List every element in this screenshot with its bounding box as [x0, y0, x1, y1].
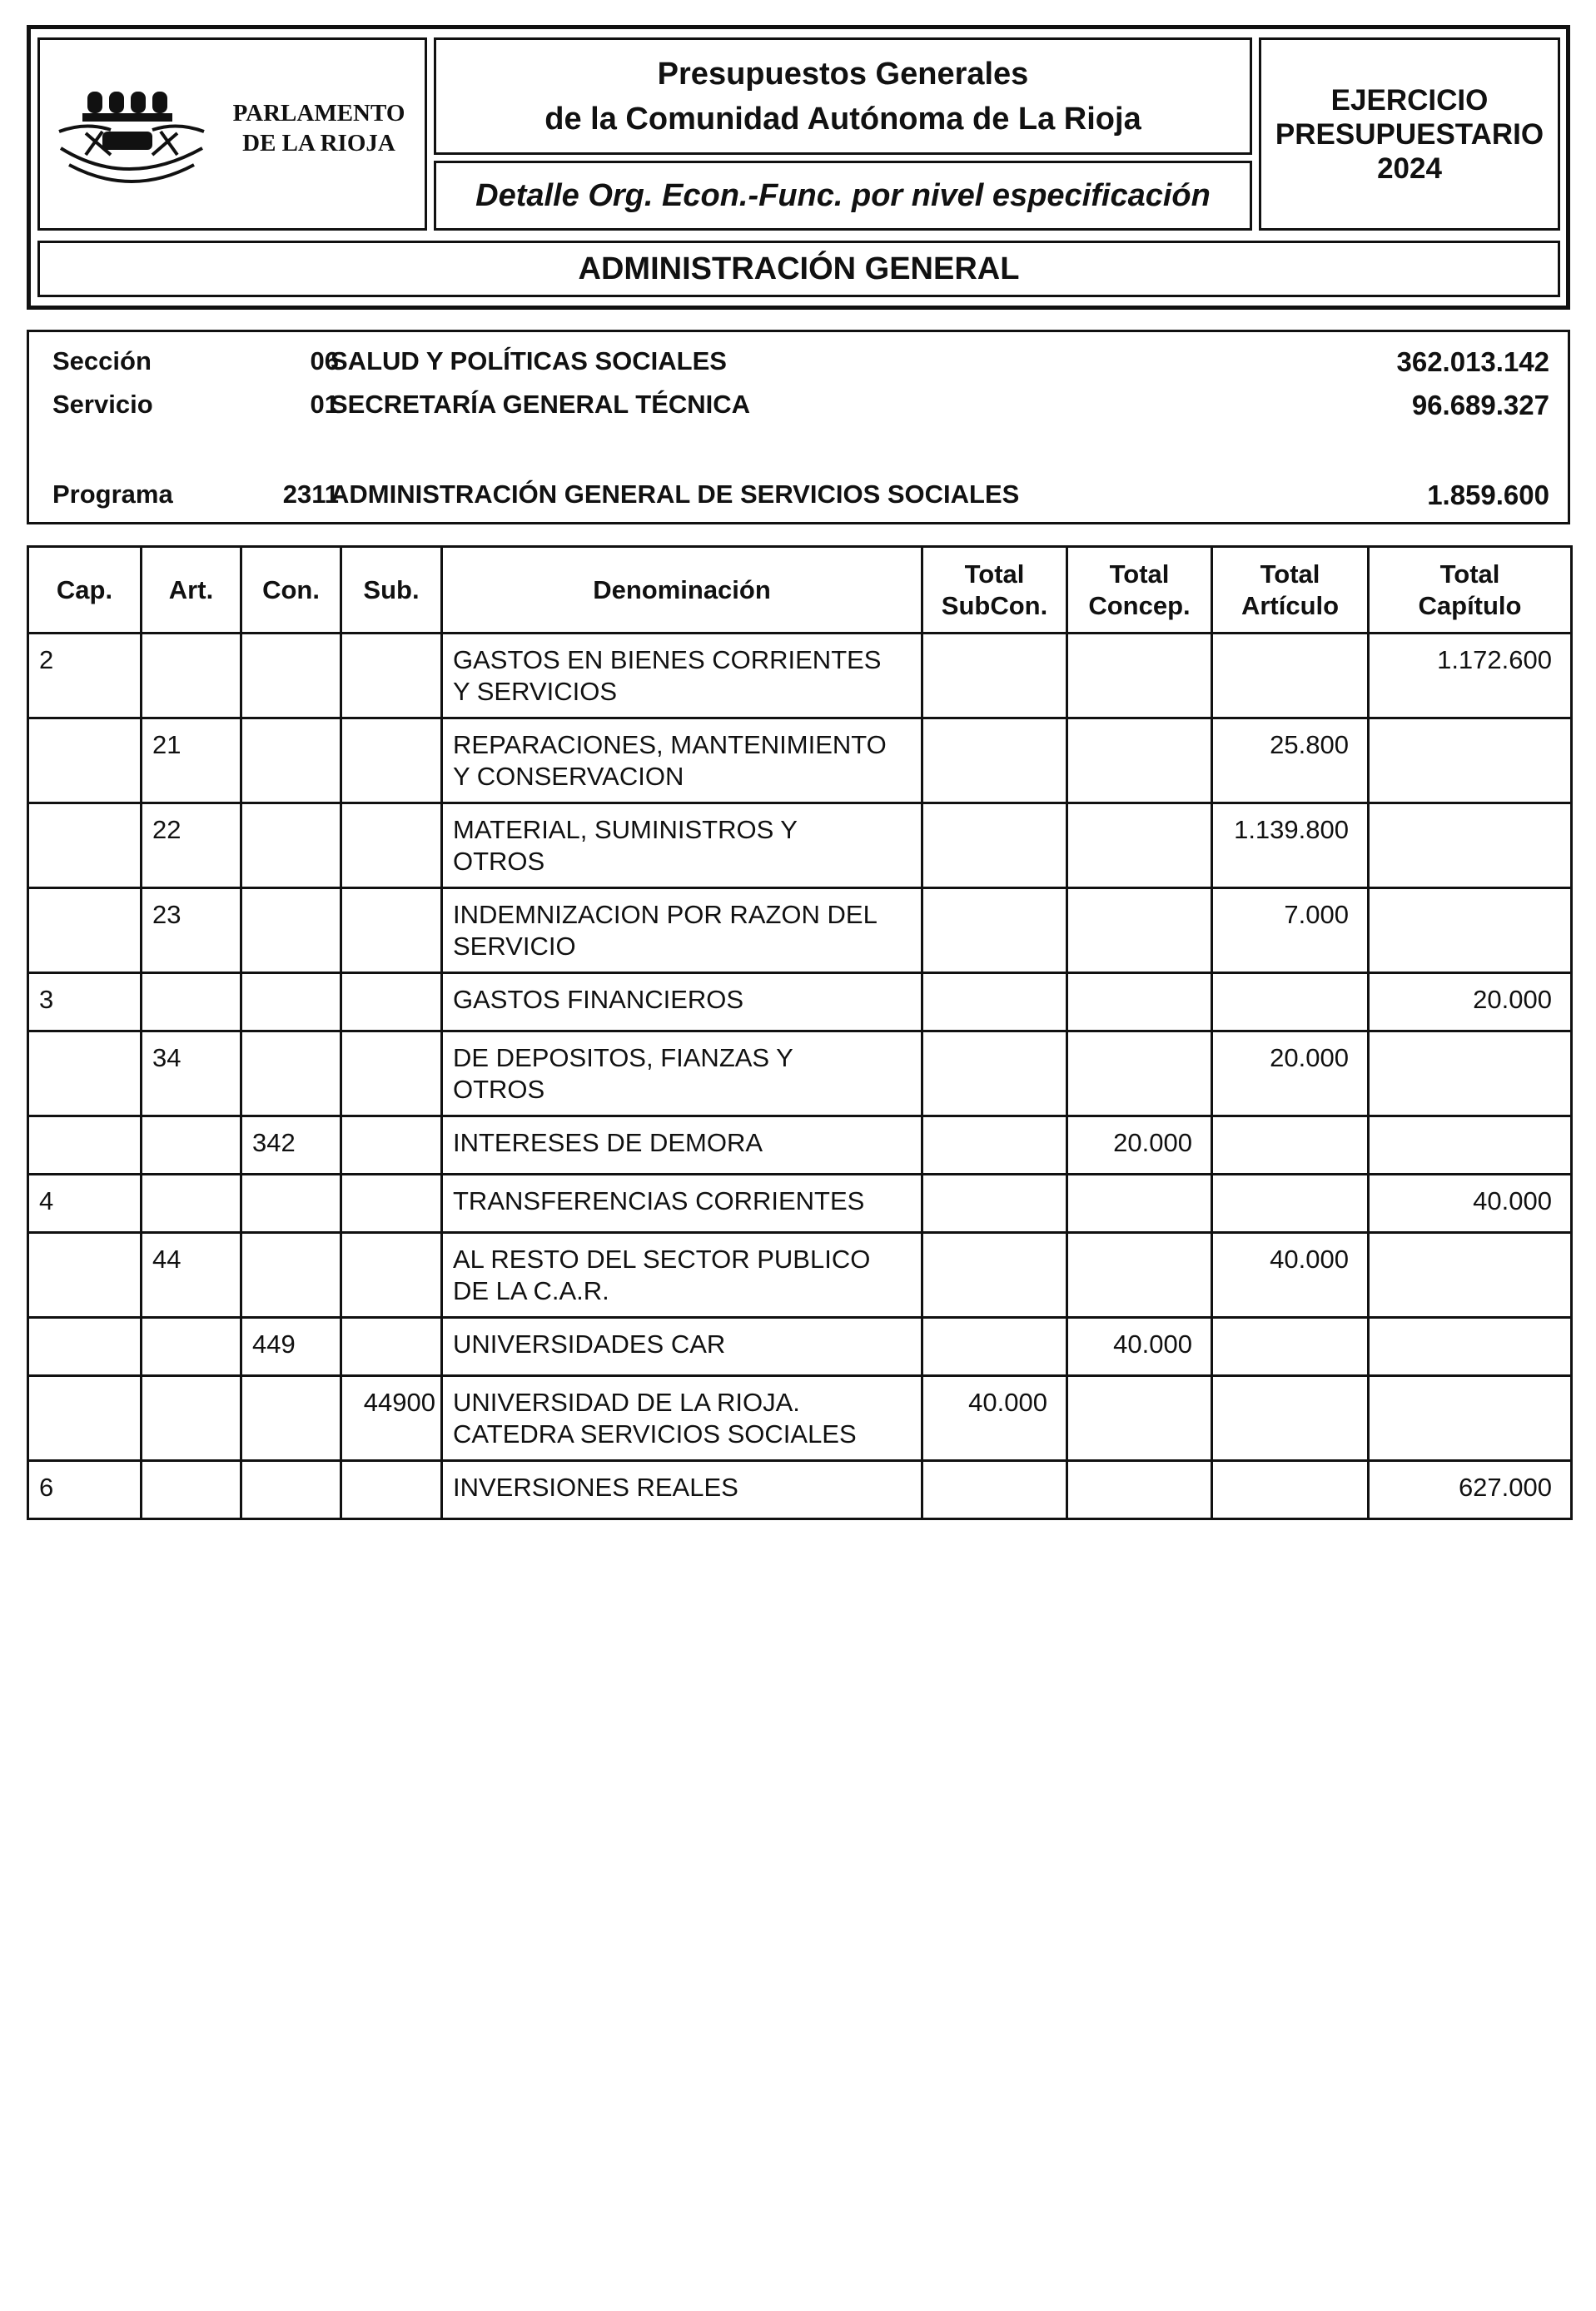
- cell-total-subcon: [922, 1175, 1067, 1233]
- cell-con: [241, 973, 341, 1031]
- cell-con: [241, 1175, 341, 1233]
- table-row: [28, 1461, 1572, 1519]
- cell-total-capitulo: [1369, 718, 1572, 803]
- cell-total-concep: [1067, 634, 1212, 718]
- table-row: [28, 634, 1572, 718]
- cell-denominacion: [442, 1376, 922, 1461]
- cell-denominacion: [442, 888, 922, 973]
- cell-total-subcon: [922, 1318, 1067, 1376]
- cell-total-concep: [1067, 973, 1212, 1031]
- document-title-box: [434, 37, 1252, 155]
- table-row: [28, 1376, 1572, 1461]
- cell-denominacion: [442, 973, 922, 1031]
- cell-art: [142, 1461, 241, 1519]
- cell-total-capitulo: [1369, 1233, 1572, 1318]
- cell-denominacion-line1: INVERSIONES REALES: [453, 1473, 738, 1502]
- table-row: [28, 1318, 1572, 1376]
- cell-denominacion-line1: INTERESES DE DEMORA: [453, 1128, 763, 1157]
- cell-total-articulo: [1212, 1376, 1369, 1461]
- cell-art: [142, 1318, 241, 1376]
- cell-art: 34: [142, 1031, 241, 1116]
- col-header-total-articulo-line2: Artículo: [1241, 590, 1340, 620]
- cell-art: 44: [142, 1233, 241, 1318]
- cell-cap: 4: [28, 1175, 142, 1233]
- cell-total-articulo: 25.800: [1212, 718, 1369, 803]
- cell-total-articulo: 40.000: [1212, 1233, 1369, 1318]
- table-row: [28, 803, 1572, 888]
- cell-denominacion-line1: INDEMNIZACION POR RAZON DEL: [453, 900, 878, 929]
- cell-denominacion: [442, 1116, 922, 1175]
- servicio-amount: 96.689.327: [1411, 390, 1549, 420]
- cell-cap: 2: [28, 634, 142, 718]
- cell-cap: [28, 803, 142, 888]
- cell-cap: [28, 1233, 142, 1318]
- cell-con: 449: [241, 1318, 341, 1376]
- seccion-label: Sección: [52, 346, 152, 375]
- cell-sub: [341, 634, 442, 718]
- programa-row: [29, 480, 1568, 513]
- col-header-art: Art.: [142, 547, 241, 634]
- col-header-total-subcon: [922, 547, 1067, 634]
- cell-art: 23: [142, 888, 241, 973]
- budget-info-block: [27, 330, 1570, 524]
- servicio-name: SECRETARÍA GENERAL TÉCNICA: [331, 390, 751, 419]
- cell-total-capitulo: 1.172.600: [1369, 634, 1572, 718]
- cell-con: [241, 888, 341, 973]
- cell-con: [241, 634, 341, 718]
- cell-denominacion: [442, 1175, 922, 1233]
- cell-denominacion-line2: OTROS: [453, 847, 545, 876]
- cell-denominacion: [442, 1318, 922, 1376]
- cell-sub: [341, 1318, 442, 1376]
- col-header-total-subcon-line1: Total: [964, 559, 1025, 589]
- cell-total-concep: 40.000: [1067, 1318, 1212, 1376]
- cell-sub: [341, 803, 442, 888]
- cell-total-concep: [1067, 1233, 1212, 1318]
- cell-total-concep: [1067, 888, 1212, 973]
- cell-cap: [28, 1116, 142, 1175]
- cell-sub: [341, 1116, 442, 1175]
- cell-denominacion-line1: GASTOS FINANCIEROS: [453, 985, 744, 1014]
- cell-denominacion-line1: MATERIAL, SUMINISTROS Y: [453, 815, 798, 844]
- parliament-name-line2: DE LA RIOJA: [242, 130, 395, 157]
- parliament-emblem-icon: [52, 82, 211, 198]
- col-header-total-articulo: [1212, 547, 1369, 634]
- cell-total-articulo: [1212, 1461, 1369, 1519]
- col-header-con: Con.: [241, 547, 341, 634]
- table-row: [28, 1175, 1572, 1233]
- col-header-total-articulo-line1: Total: [1260, 559, 1320, 589]
- cell-denominacion: [442, 634, 922, 718]
- cell-denominacion: [442, 803, 922, 888]
- cell-total-subcon: [922, 1116, 1067, 1175]
- cell-total-subcon: [922, 803, 1067, 888]
- cell-denominacion: [442, 718, 922, 803]
- cell-total-subcon: [922, 1233, 1067, 1318]
- cell-sub: [341, 973, 442, 1031]
- cell-con: [241, 1233, 341, 1318]
- col-header-total-capitulo: [1369, 547, 1572, 634]
- cell-cap: 3: [28, 973, 142, 1031]
- cell-sub: [341, 1175, 442, 1233]
- servicio-row: [29, 390, 1568, 423]
- fiscal-year-box: [1259, 37, 1560, 231]
- programa-label: Programa: [52, 480, 173, 509]
- parliament-name-line1: PARLAMENTO: [232, 100, 405, 127]
- cell-total-articulo: [1212, 973, 1369, 1031]
- cell-con: [241, 1461, 341, 1519]
- servicio-code: 01: [310, 390, 339, 419]
- area-title: ADMINISTRACIÓN GENERAL: [37, 241, 1560, 297]
- cell-sub: [341, 1031, 442, 1116]
- cell-total-subcon: [922, 973, 1067, 1031]
- programa-amount: 1.859.600: [1427, 480, 1549, 510]
- cell-cap: [28, 1376, 142, 1461]
- cell-denominacion-line1: TRANSFERENCIAS CORRIENTES: [453, 1186, 865, 1215]
- table-row: [28, 1233, 1572, 1318]
- col-header-denominacion: Denominación: [442, 547, 922, 634]
- col-header-cap: Cap.: [28, 547, 142, 634]
- cell-con: [241, 1031, 341, 1116]
- cell-denominacion-line1: UNIVERSIDADES CAR: [453, 1329, 726, 1359]
- col-header-sub: Sub.: [341, 547, 442, 634]
- cell-total-subcon: [922, 634, 1067, 718]
- cell-total-concep: [1067, 718, 1212, 803]
- col-header-total-concep-line1: Total: [1109, 559, 1170, 589]
- cell-art: 22: [142, 803, 241, 888]
- col-header-total-capitulo-line2: Capítulo: [1418, 590, 1522, 620]
- cell-total-articulo: [1212, 1175, 1369, 1233]
- cell-total-articulo: 20.000: [1212, 1031, 1369, 1116]
- cell-denominacion-line2: SERVICIO: [453, 932, 576, 961]
- cell-denominacion-line2: OTROS: [453, 1075, 545, 1104]
- seccion-name: SALUD Y POLÍTICAS SOCIALES: [331, 346, 727, 375]
- document-subtitle: Detalle Org. Econ.-Func. por nivel especificación: [434, 161, 1252, 231]
- cell-con: [241, 1376, 341, 1461]
- programa-name: ADMINISTRACIÓN GENERAL DE SERVICIOS SOCIALES: [331, 480, 1020, 509]
- table-header-row: [28, 547, 1572, 634]
- cell-con: [241, 803, 341, 888]
- cell-cap: [28, 1318, 142, 1376]
- cell-total-capitulo: [1369, 888, 1572, 973]
- cell-cap: [28, 888, 142, 973]
- cell-denominacion-line1: REPARACIONES, MANTENIMIENTO: [453, 730, 887, 759]
- cell-total-capitulo: 40.000: [1369, 1175, 1572, 1233]
- cell-total-articulo: 7.000: [1212, 888, 1369, 973]
- cell-total-capitulo: 627.000: [1369, 1461, 1572, 1519]
- seccion-code: 06: [310, 346, 339, 375]
- cell-total-subcon: [922, 718, 1067, 803]
- col-header-total-concep-line2: Concep.: [1088, 590, 1191, 620]
- cell-total-concep: [1067, 803, 1212, 888]
- cell-total-concep: [1067, 1031, 1212, 1116]
- cell-total-capitulo: [1369, 1318, 1572, 1376]
- col-header-total-subcon-line2: SubCon.: [941, 590, 1048, 620]
- cell-total-capitulo: [1369, 1116, 1572, 1175]
- cell-con: [241, 718, 341, 803]
- cell-art: [142, 634, 241, 718]
- col-header-total-capitulo-line1: Total: [1439, 559, 1500, 589]
- cell-sub: [341, 888, 442, 973]
- seccion-row: [29, 346, 1568, 380]
- cell-total-subcon: [922, 1031, 1067, 1116]
- cell-denominacion-line2: DE LA C.A.R.: [453, 1276, 609, 1305]
- parliament-name: [215, 98, 423, 158]
- fiscal-year-value: 2024: [1377, 152, 1442, 185]
- cell-denominacion-line2: CATEDRA SERVICIOS SOCIALES: [453, 1419, 857, 1449]
- budget-table: [27, 545, 1573, 1520]
- document-title-line1: Presupuestos Generales: [657, 56, 1029, 92]
- col-header-total-concep: [1067, 547, 1212, 634]
- table-row: [28, 973, 1572, 1031]
- cell-total-concep: [1067, 1175, 1212, 1233]
- programa-code: 2311: [282, 480, 339, 509]
- table-row: [28, 888, 1572, 973]
- cell-total-subcon: [922, 888, 1067, 973]
- cell-denominacion-line2: Y SERVICIOS: [453, 677, 617, 706]
- table-row: [28, 1031, 1572, 1116]
- parliament-logo-box: [37, 37, 427, 231]
- cell-denominacion-line1: UNIVERSIDAD DE LA RIOJA.: [453, 1388, 800, 1417]
- cell-art: [142, 1116, 241, 1175]
- cell-total-capitulo: 20.000: [1369, 973, 1572, 1031]
- document-title-line2: de la Comunidad Autónoma de La Rioja: [544, 101, 1141, 137]
- cell-sub: [341, 1233, 442, 1318]
- cell-art: 21: [142, 718, 241, 803]
- cell-total-articulo: 1.139.800: [1212, 803, 1369, 888]
- cell-sub: 44900: [341, 1376, 442, 1461]
- cell-denominacion-line2: Y CONSERVACION: [453, 762, 684, 791]
- cell-total-concep: [1067, 1376, 1212, 1461]
- cell-art: [142, 1376, 241, 1461]
- servicio-label: Servicio: [52, 390, 153, 419]
- cell-denominacion-line1: DE DEPOSITOS, FIANZAS Y: [453, 1043, 793, 1072]
- cell-sub: [341, 718, 442, 803]
- cell-total-capitulo: [1369, 1376, 1572, 1461]
- fiscal-year-line2: PRESUPUESTARIO: [1275, 117, 1544, 151]
- table-row: [28, 1116, 1572, 1175]
- cell-total-subcon: 40.000: [922, 1376, 1067, 1461]
- cell-denominacion-line1: GASTOS EN BIENES CORRIENTES: [453, 645, 882, 674]
- cell-total-articulo: [1212, 634, 1369, 718]
- seccion-amount: 362.013.142: [1396, 346, 1549, 377]
- cell-art: [142, 973, 241, 1031]
- cell-total-articulo: [1212, 1318, 1369, 1376]
- cell-art: [142, 1175, 241, 1233]
- cell-total-capitulo: [1369, 803, 1572, 888]
- cell-cap: 6: [28, 1461, 142, 1519]
- cell-total-concep: 20.000: [1067, 1116, 1212, 1175]
- cell-total-concep: [1067, 1461, 1212, 1519]
- cell-denominacion: [442, 1461, 922, 1519]
- cell-total-subcon: [922, 1461, 1067, 1519]
- cell-sub: [341, 1461, 442, 1519]
- cell-total-articulo: [1212, 1116, 1369, 1175]
- fiscal-year-line1: EJERCICIO: [1330, 83, 1489, 117]
- cell-denominacion-line1: AL RESTO DEL SECTOR PUBLICO: [453, 1245, 871, 1274]
- cell-cap: [28, 1031, 142, 1116]
- cell-denominacion: [442, 1233, 922, 1318]
- cell-cap: [28, 718, 142, 803]
- table-row: [28, 718, 1572, 803]
- cell-total-capitulo: [1369, 1031, 1572, 1116]
- cell-con: 342: [241, 1116, 341, 1175]
- cell-denominacion: [442, 1031, 922, 1116]
